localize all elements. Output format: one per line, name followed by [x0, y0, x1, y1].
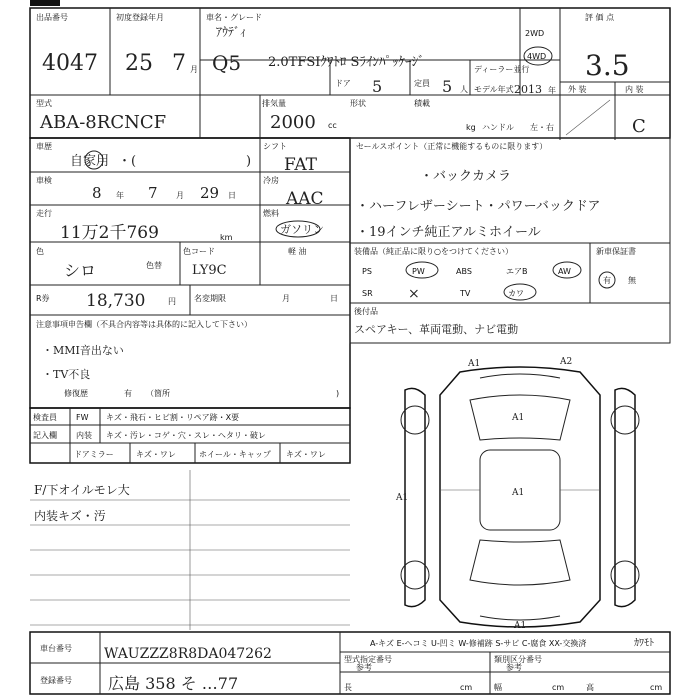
model-name: Q5	[212, 51, 242, 75]
expiry-month: 月	[282, 294, 290, 303]
plate-label: 登録番号	[40, 676, 72, 685]
damage-mark-2: A2	[560, 357, 573, 367]
warranty-label: 新車保証書	[596, 247, 636, 256]
load-unit: kg	[466, 123, 476, 132]
handle-label: ハンドル	[482, 123, 514, 132]
record-label: 記入欄	[33, 431, 57, 440]
inspection-month-unit: 月	[176, 191, 184, 200]
diesel-label: 軽 油	[288, 247, 307, 256]
lot-label: 出品番号	[36, 13, 68, 22]
damage-mark-6: A1	[514, 621, 527, 631]
chassis-label: 車台番号	[40, 644, 72, 653]
repair-place: （箇所	[146, 389, 170, 398]
wheel-label: ホイール・キャップ	[199, 450, 271, 459]
warranty-no: 無	[628, 276, 636, 285]
sales-point-2: ・ハーフレザーシート・パワーバックドア	[356, 199, 601, 214]
mileage-unit: km	[220, 233, 233, 242]
equip-airbag: エアB	[506, 267, 528, 276]
inspection-month: 7	[148, 184, 158, 202]
capacity-label: 定員	[414, 79, 430, 88]
color-value: シロ	[64, 261, 97, 280]
cc-label: 排気量	[262, 99, 286, 108]
after-label: 後付品	[354, 307, 378, 316]
interior-check-items: キズ・汚レ・コゲ・穴・スレ・ヘタリ・破レ	[106, 431, 266, 440]
drive-2wd: 2WD	[525, 29, 545, 38]
door-value: 5	[372, 77, 383, 96]
cc-unit: cc	[328, 121, 337, 130]
damage-mark-4: A1	[512, 488, 525, 498]
equip-abs: ABS	[456, 267, 472, 276]
inspection-day: 29	[200, 184, 220, 202]
color-change-label: 色替	[146, 261, 162, 270]
ac-label: 冷房	[263, 176, 279, 185]
damage-mark-5: A1	[396, 493, 409, 503]
month-unit: 月	[190, 65, 198, 74]
recycle-unit: 円	[168, 297, 176, 306]
cc-value: 2000	[270, 112, 316, 133]
height-label: 高	[586, 683, 594, 692]
inspection-year-unit: 年	[116, 191, 124, 200]
grade-name: 2.0TFSIｸﾜﾄﾛ Sﾗｲﾝﾊﾟｯｹｰｼﾞ	[268, 55, 425, 70]
length-label: 長	[344, 683, 352, 692]
type-value: ABA-8RCNCF	[40, 112, 167, 133]
wheel-items: キズ・ワレ	[286, 450, 326, 459]
width-label: 幅	[494, 683, 502, 692]
interior-value: C	[632, 116, 646, 137]
capacity-unit: 人	[460, 85, 468, 94]
model-label: 車名・グレード	[206, 13, 262, 22]
dealer-label: ディーラー並行	[474, 65, 530, 74]
mirror-label: ドアミラー	[74, 450, 114, 459]
repair-label: 修復歴	[64, 389, 88, 398]
inspector-note-2: 内装キズ・汚	[34, 509, 106, 523]
note-line-1: ・MMI音出ない	[42, 344, 124, 357]
fuel-label: 燃料	[263, 209, 279, 218]
type-label: 型式	[36, 99, 52, 108]
equip-label: 装備品（純正品に限り○をつけてください）	[354, 247, 513, 256]
sales-label: セールスポイント（正常に機能するものに限ります）	[356, 142, 548, 151]
load-label: 積載	[414, 99, 430, 108]
use-paren-close: )	[246, 154, 252, 169]
color-label: 色	[36, 247, 44, 256]
damage-legend: A-キズ E-ヘコミ U-凹ミ W-修補跡 S-サビ C-腐食 XX-交換済	[370, 639, 587, 648]
inspector-label: 検査員	[33, 413, 57, 422]
use-label: 車歴	[36, 142, 52, 151]
shift-value: FAT	[284, 155, 318, 175]
note-line-2: ・TV不良	[42, 368, 91, 381]
inspection-day-unit: 日	[228, 191, 236, 200]
height-unit: cm	[650, 683, 663, 692]
equip-pw: PW	[412, 267, 425, 276]
expiry-label: 名変期限	[194, 294, 226, 303]
equip-tv: TV	[460, 289, 471, 298]
inspection-year: 8	[92, 184, 102, 202]
maker-name: ｱｳﾃﾞｨ	[216, 25, 247, 39]
plate-value: 広島 358 そ …77	[108, 674, 239, 693]
cert-label: 型式指定番号	[344, 655, 392, 664]
use-value: 自家用	[70, 154, 110, 169]
registration-label: 初度登録年月	[116, 13, 164, 22]
recycle-value: 18,730	[86, 291, 146, 311]
door-label: ドア	[335, 79, 351, 88]
shift-label: シフト	[263, 142, 287, 151]
equip-aw: AW	[558, 267, 571, 276]
lot-number: 4047	[42, 51, 98, 76]
registration-month: 7	[172, 51, 186, 76]
width-unit: cm	[552, 683, 565, 692]
model-year-value: 2013	[514, 83, 542, 96]
year-unit: 年	[548, 86, 556, 95]
damage-mark-3: A1	[512, 413, 525, 423]
class-label: 類別区分番号	[494, 655, 542, 664]
notes-label: 注意事項申告欄（不具合内容等は具体的に記入して下さい）	[36, 320, 252, 329]
shape-label: 形状	[350, 99, 366, 108]
handle-value: 左・右	[530, 123, 554, 132]
equip-sr: SR	[362, 289, 373, 298]
color-code-value: LY9C	[192, 263, 227, 278]
color-code-label: 色コード	[183, 247, 215, 256]
mileage-value: 11万2千769	[60, 223, 159, 243]
after-value: スペアキー、革両電動、ナビ電動	[354, 323, 519, 336]
equip-ps: PS	[362, 267, 372, 276]
recycle-label: R券	[36, 294, 50, 303]
inspector-note-1: F/下オイルモレ大	[34, 483, 130, 497]
model-year-label: モデル年式	[474, 85, 514, 94]
sales-point-1: ・バックカメラ	[420, 169, 512, 184]
chassis-value: WAUZZZ8R8DA047262	[104, 646, 272, 662]
ac-value: AAC	[286, 189, 324, 209]
repair-place-close: )	[336, 389, 340, 398]
expiry-day: 日	[330, 294, 338, 303]
repair-value: 有	[124, 389, 132, 398]
score-value: 3.5	[585, 49, 630, 82]
drive-4wd: 4WD	[527, 52, 547, 61]
length-unit: cm	[460, 683, 473, 692]
fw-items: キズ・飛石・ヒビ割・リペア跡・X要	[106, 413, 240, 422]
cert-ref: 参考	[356, 663, 372, 672]
fw-label: FW	[76, 413, 89, 422]
signature: ｶﾜﾓﾄ	[634, 638, 654, 649]
inspection-label: 車検	[36, 176, 52, 185]
sales-point-3: ・19インチ純正アルミホイール	[356, 225, 541, 240]
fuel-value: ガソリン	[280, 223, 324, 236]
damage-mark-1: A1	[468, 359, 481, 369]
warranty-yes: 有	[603, 276, 611, 285]
class-ref: 参考	[506, 663, 522, 672]
interior-label: 内 装	[625, 85, 644, 94]
exterior-label: 外 装	[568, 85, 587, 94]
mileage-label: 走行	[36, 209, 52, 218]
capacity-value: 5	[442, 77, 453, 96]
equip-strike: ×	[408, 286, 420, 302]
mirror-items: キズ・ワレ	[136, 450, 176, 459]
registration-year: 25	[125, 51, 153, 76]
score-label: 評 価 点	[585, 13, 615, 22]
use-paren: ・(	[118, 154, 137, 169]
equip-leather: カワ	[508, 289, 524, 298]
interior-check-label: 内装	[76, 431, 92, 440]
